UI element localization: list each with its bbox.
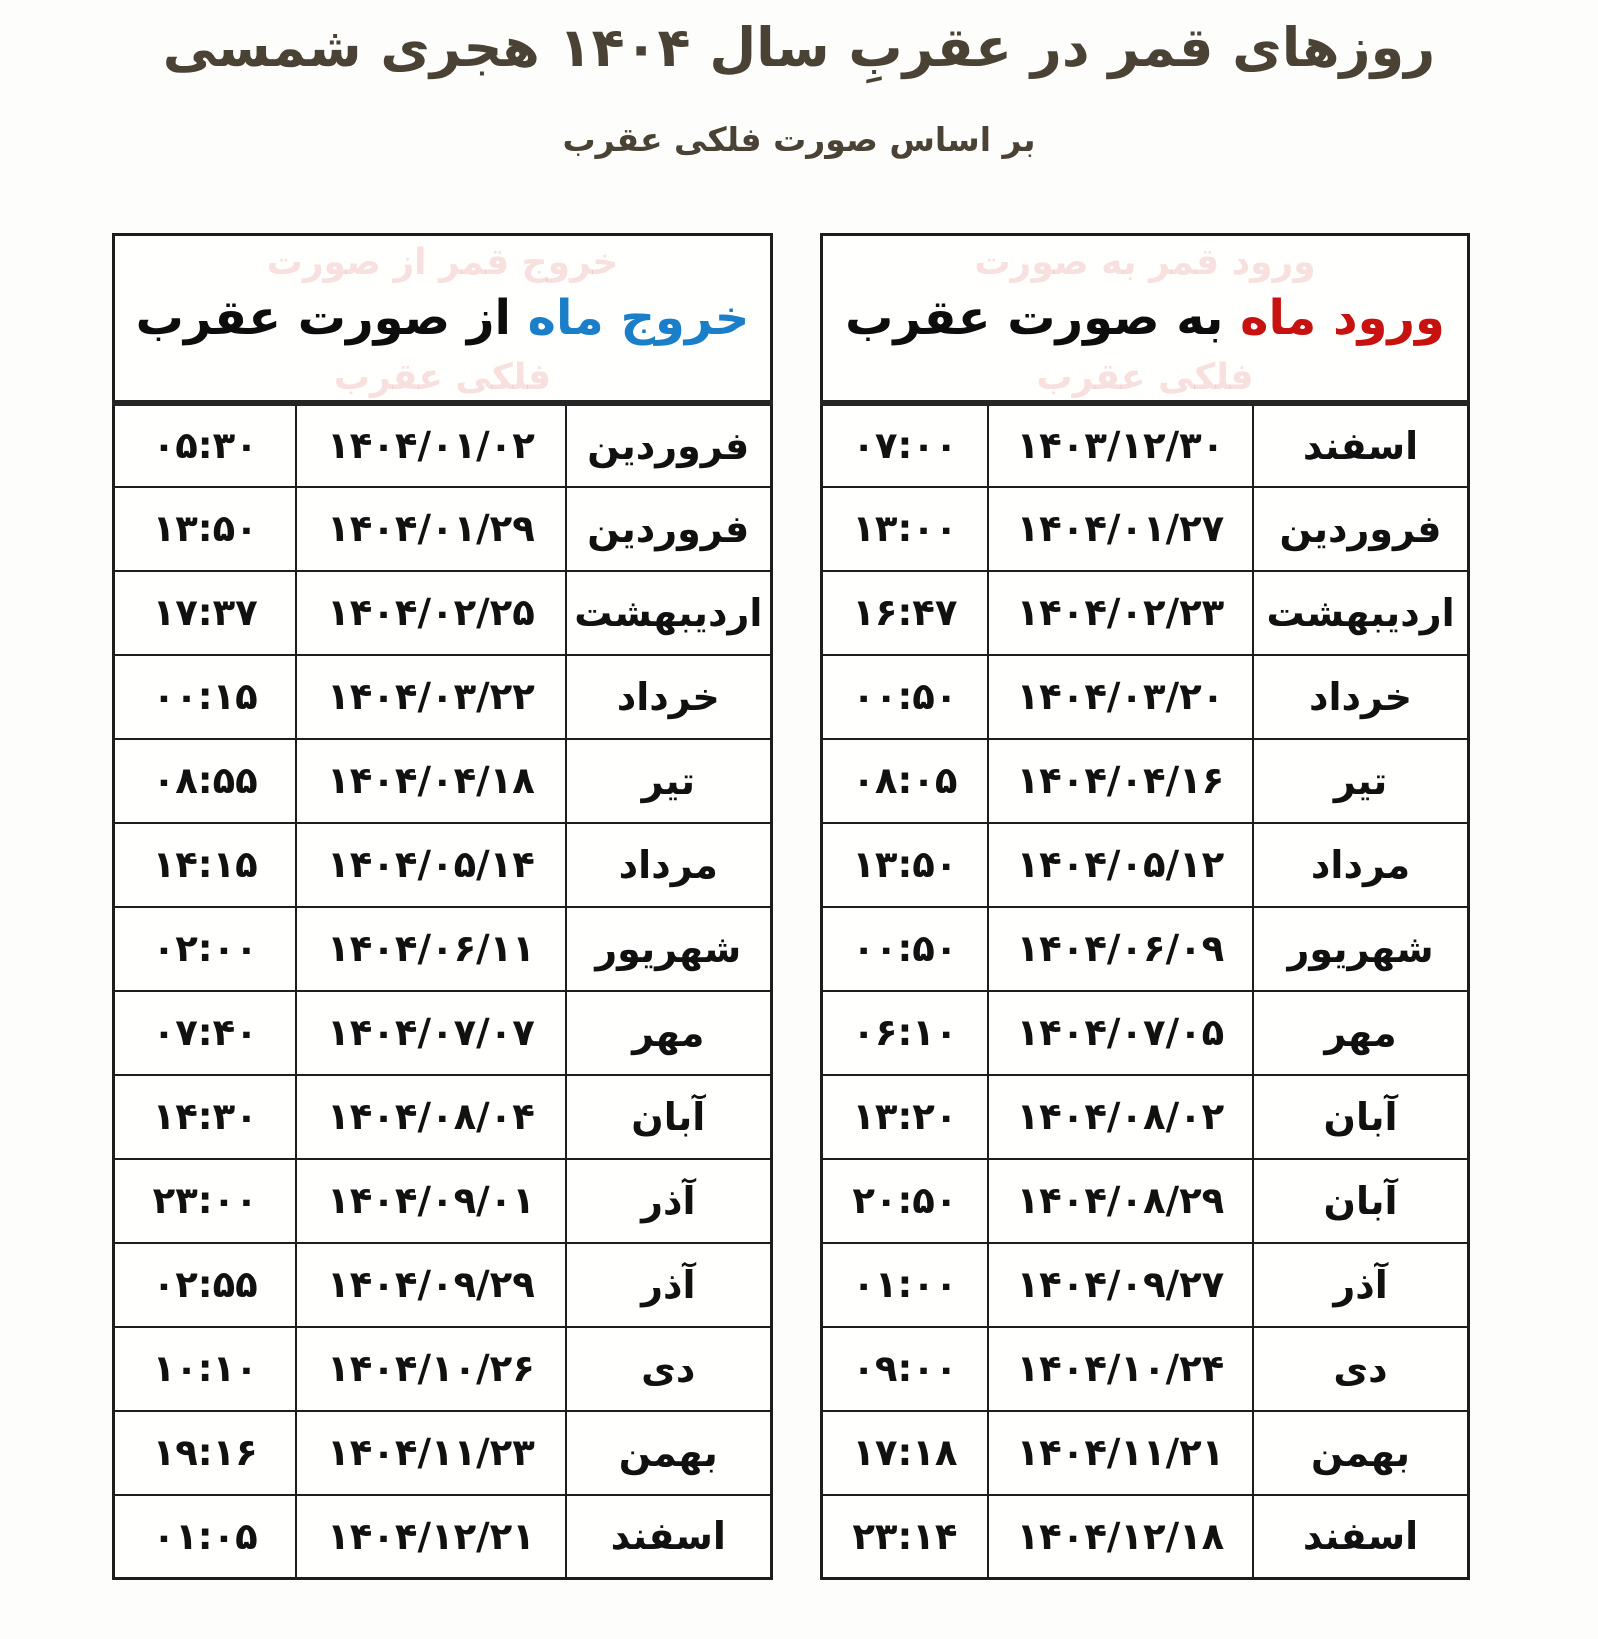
entry-table-header xyxy=(822,235,1469,403)
month-cell: تیر xyxy=(566,739,772,823)
month-cell: شهریور xyxy=(1253,907,1468,991)
time-cell: ۱۰:۱۰ xyxy=(114,1327,297,1411)
time-cell: ۲۳:۰۰ xyxy=(114,1159,297,1243)
date-cell: ۱۴۰۴/۰۴/۱۸ xyxy=(296,739,565,823)
month-cell: مهر xyxy=(1253,991,1468,1075)
date-cell: ۱۴۰۴/۰۱/۰۲ xyxy=(296,403,565,487)
date-cell: ۱۴۰۴/۰۳/۲۲ xyxy=(296,655,565,739)
month-cell: آبان xyxy=(1253,1075,1468,1159)
table-row xyxy=(114,571,772,655)
month-cell: فروردین xyxy=(566,487,772,571)
time-cell: ۰۲:۰۰ xyxy=(114,907,297,991)
date-cell: ۱۴۰۴/۱۲/۱۸ xyxy=(988,1495,1253,1579)
date-cell: ۱۴۰۴/۰۵/۱۲ xyxy=(988,823,1253,907)
time-cell: ۰۰:۱۵ xyxy=(114,655,297,739)
month-cell: فروردین xyxy=(566,403,772,487)
time-cell: ۰۶:۱۰ xyxy=(822,991,988,1075)
table-row xyxy=(114,655,772,739)
table-row xyxy=(114,823,772,907)
table-row xyxy=(114,403,772,487)
entry-header-rest: به صورت عقرب xyxy=(845,289,1241,346)
table-row xyxy=(822,1159,1469,1243)
month-cell: مرداد xyxy=(1253,823,1468,907)
time-cell: ۱۳:۵۰ xyxy=(114,487,297,571)
date-cell: ۱۴۰۴/۰۳/۲۰ xyxy=(988,655,1253,739)
date-cell: ۱۴۰۴/۰۹/۰۱ xyxy=(296,1159,565,1243)
month-cell: آذر xyxy=(1253,1243,1468,1327)
time-cell: ۱۳:۲۰ xyxy=(822,1075,988,1159)
date-cell: ۱۴۰۴/۰۸/۰۲ xyxy=(988,1075,1253,1159)
table-row xyxy=(114,1495,772,1579)
time-cell: ۰۱:۰۵ xyxy=(114,1495,297,1579)
table-row xyxy=(114,991,772,1075)
time-cell: ۱۷:۱۸ xyxy=(822,1411,988,1495)
time-cell: ۰۸:۵۵ xyxy=(114,739,297,823)
date-cell: ۱۴۰۴/۰۷/۰۵ xyxy=(988,991,1253,1075)
date-cell: ۱۴۰۴/۱۲/۲۱ xyxy=(296,1495,565,1579)
table-row xyxy=(114,1243,772,1327)
date-cell: ۱۴۰۴/۰۱/۲۷ xyxy=(988,487,1253,571)
table-row xyxy=(114,487,772,571)
exit-table-body xyxy=(114,403,772,1579)
exit-ghost-text-bottom: فلکی عقرب xyxy=(333,356,552,398)
date-cell: ۱۴۰۴/۰۹/۲۷ xyxy=(988,1243,1253,1327)
date-cell: ۱۴۰۳/۱۲/۳۰ xyxy=(988,403,1253,487)
time-cell: ۲۳:۱۴ xyxy=(822,1495,988,1579)
table-row xyxy=(822,907,1469,991)
date-cell: ۱۴۰۴/۰۶/۰۹ xyxy=(988,907,1253,991)
date-cell: ۱۴۰۴/۰۸/۲۹ xyxy=(988,1159,1253,1243)
date-cell: ۱۴۰۴/۰۷/۰۷ xyxy=(296,991,565,1075)
time-cell: ۱۷:۳۷ xyxy=(114,571,297,655)
time-cell: ۲۰:۵۰ xyxy=(822,1159,988,1243)
date-cell: ۱۴۰۴/۰۴/۱۶ xyxy=(988,739,1253,823)
date-cell: ۱۴۰۴/۱۱/۲۱ xyxy=(988,1411,1253,1495)
table-row xyxy=(822,1075,1469,1159)
date-cell: ۱۴۰۴/۰۸/۰۴ xyxy=(296,1075,565,1159)
date-cell: ۱۴۰۴/۱۰/۲۶ xyxy=(296,1327,565,1411)
time-cell: ۰۲:۵۵ xyxy=(114,1243,297,1327)
table-row xyxy=(114,1159,772,1243)
month-cell: بهمن xyxy=(566,1411,772,1495)
entry-header-row xyxy=(822,235,1469,403)
month-cell: اردیبهشت xyxy=(1253,571,1468,655)
table-row xyxy=(822,1411,1469,1495)
month-cell: آبان xyxy=(1253,1159,1468,1243)
table-row xyxy=(114,907,772,991)
time-cell: ۰۹:۰۰ xyxy=(822,1327,988,1411)
page-subtitle: بر اساس صورت فلکی عقرب xyxy=(562,120,1036,159)
date-cell: ۱۴۰۴/۰۲/۲۵ xyxy=(296,571,565,655)
table-row xyxy=(822,1327,1469,1411)
entry-header-accent: ورود ماه xyxy=(1240,289,1445,346)
date-cell: ۱۴۰۴/۱۰/۲۴ xyxy=(988,1327,1253,1411)
table-row xyxy=(822,739,1469,823)
table-row xyxy=(822,403,1469,487)
exit-header-accent: خروج ماه xyxy=(527,289,750,346)
month-cell: دی xyxy=(566,1327,772,1411)
time-cell: ۱۳:۵۰ xyxy=(822,823,988,907)
table-row xyxy=(822,1243,1469,1327)
month-cell: تیر xyxy=(1253,739,1468,823)
month-cell: خرداد xyxy=(1253,655,1468,739)
exit-table xyxy=(112,233,773,1580)
exit-header-rest: از صورت عقرب xyxy=(135,289,528,346)
date-cell: ۱۴۰۴/۰۵/۱۴ xyxy=(296,823,565,907)
entry-ghost-text-top: ورود قمر به صورت xyxy=(974,242,1316,283)
month-cell: دی xyxy=(1253,1327,1468,1411)
page-title: روزهای قمر در عقربِ سال ۱۴۰۴ هجری شمسی xyxy=(162,16,1436,79)
time-cell: ۰۱:۰۰ xyxy=(822,1243,988,1327)
time-cell: ۱۳:۰۰ xyxy=(822,487,988,571)
month-cell: اسفند xyxy=(566,1495,772,1579)
entry-header-text xyxy=(845,290,1445,346)
exit-table-header xyxy=(114,235,772,403)
month-cell: آذر xyxy=(566,1159,772,1243)
time-cell: ۰۷:۴۰ xyxy=(114,991,297,1075)
month-cell: خرداد xyxy=(566,655,772,739)
month-cell: آبان xyxy=(566,1075,772,1159)
date-cell: ۱۴۰۴/۰۶/۱۱ xyxy=(296,907,565,991)
table-row xyxy=(114,1075,772,1159)
month-cell: اسفند xyxy=(1253,403,1468,487)
month-cell: آذر xyxy=(566,1243,772,1327)
date-cell: ۱۴۰۴/۰۱/۲۹ xyxy=(296,487,565,571)
entry-ghost-text-bottom: فلکی عقرب xyxy=(1036,356,1254,398)
table-row xyxy=(822,991,1469,1075)
table-row xyxy=(822,487,1469,571)
exit-header-row xyxy=(114,235,772,403)
exit-header-text xyxy=(136,290,750,346)
month-cell: مرداد xyxy=(566,823,772,907)
time-cell: ۰۸:۰۵ xyxy=(822,739,988,823)
date-cell: ۱۴۰۴/۰۹/۲۹ xyxy=(296,1243,565,1327)
month-cell: اردیبهشت xyxy=(566,571,772,655)
time-cell: ۱۴:۳۰ xyxy=(114,1075,297,1159)
entry-table-body xyxy=(822,403,1469,1579)
time-cell: ۰۵:۳۰ xyxy=(114,403,297,487)
month-cell: بهمن xyxy=(1253,1411,1468,1495)
time-cell: ۰۰:۵۰ xyxy=(822,907,988,991)
month-cell: فروردین xyxy=(1253,487,1468,571)
time-cell: ۰۰:۵۰ xyxy=(822,655,988,739)
table-row xyxy=(822,823,1469,907)
time-cell: ۱۴:۱۵ xyxy=(114,823,297,907)
month-cell: اسفند xyxy=(1253,1495,1468,1579)
table-row xyxy=(822,655,1469,739)
date-cell: ۱۴۰۴/۰۲/۲۳ xyxy=(988,571,1253,655)
time-cell: ۱۶:۴۷ xyxy=(822,571,988,655)
date-cell: ۱۴۰۴/۱۱/۲۳ xyxy=(296,1411,565,1495)
time-cell: ۰۷:۰۰ xyxy=(822,403,988,487)
table-row xyxy=(822,571,1469,655)
month-cell: شهریور xyxy=(566,907,772,991)
table-row xyxy=(822,1495,1469,1579)
exit-ghost-text-top: خروج قمر از صورت xyxy=(266,242,619,283)
time-cell: ۱۹:۱۶ xyxy=(114,1411,297,1495)
month-cell: مهر xyxy=(566,991,772,1075)
table-row xyxy=(114,1411,772,1495)
table-row xyxy=(114,739,772,823)
entry-table xyxy=(820,233,1470,1580)
table-row xyxy=(114,1327,772,1411)
